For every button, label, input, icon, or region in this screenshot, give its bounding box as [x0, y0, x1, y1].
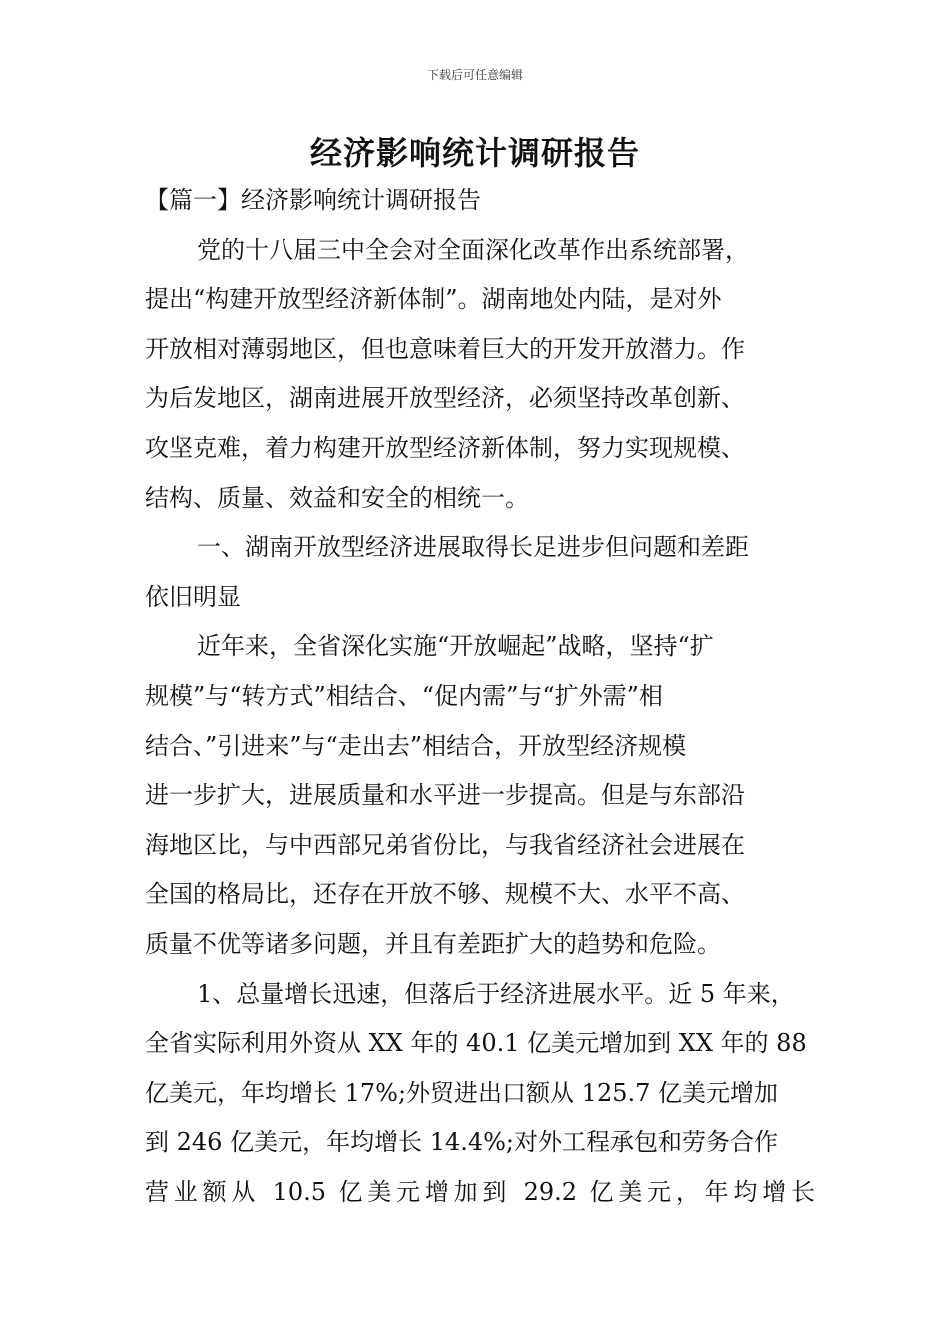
paragraph-line: 结构、质量、效益和安全的相统一。: [145, 483, 529, 512]
paragraph-line: 1、总量增长迅速，但落后于经济进展水平。近 5 年来，: [197, 979, 795, 1008]
paragraph-line: 攻坚克难，着力构建开放型经济新体制，努力实现规模、: [145, 433, 745, 462]
paragraph-line: 海地区比，与中西部兄弟省份比，与我省经济社会进展在: [145, 830, 745, 859]
paragraph-line: 规模”与“转方式”相结合、“促内需”与“扩外需”相: [145, 681, 663, 710]
paragraph-line: 营业额从 10.5 亿美元增加到 29.2 亿美元，年均增长: [145, 1177, 815, 1206]
document-body: [145, 180, 815, 1221]
paragraph-line: 近年来，全省深化实施“开放崛起”战略，坚持“扩: [197, 632, 714, 661]
paragraph-line: 依旧明显: [145, 582, 241, 611]
paragraph-line: 全省实际利用外资从 XX 年的 40.1 亿美元增加到 XX 年的 88: [145, 1029, 807, 1058]
paragraph-line: 开放相对薄弱地区，但也意味着巨大的开发开放潜力。作: [145, 334, 745, 363]
paragraph-line: 为后发地区，湖南进展开放型经济，必须坚持改革创新、: [145, 384, 745, 413]
section-heading: 【篇一】经济影响统计调研报告: [145, 186, 481, 214]
paragraph-line: 党的十八届三中全会对全面深化改革作出系统部署，: [197, 235, 749, 264]
paragraph-line: 亿美元，年均增长 17%;外贸进出口额从 125.7 亿美元增加: [145, 1078, 779, 1107]
paragraph-line: 全国的格局比，还存在开放不够、规模不大、水平不高、: [145, 880, 745, 909]
paragraph-line: 到 246 亿美元，年均增长 14.4%;对外工程承包和劳务合作: [145, 1128, 779, 1157]
paragraph-line: 进一步扩大，进展质量和水平进一步提高。但是与东部沿: [145, 781, 745, 810]
paragraph-line: 一、湖南开放型经济进展取得长足进步但问题和差距: [197, 533, 749, 562]
document-title: 经济影响统计调研报告: [309, 134, 640, 172]
paragraph-line: 结合、”引进来”与“走出去”相结合，开放型经济规模: [145, 731, 687, 760]
paragraph-line: 提出“构建开放型经济新体制”。湖南地处内陆，是对外: [145, 285, 722, 314]
header-note: 下载后可任意编辑: [426, 68, 523, 82]
paragraph-line: 质量不优等诸多问题，并且有差距扩大的趋势和危险。: [145, 929, 721, 958]
